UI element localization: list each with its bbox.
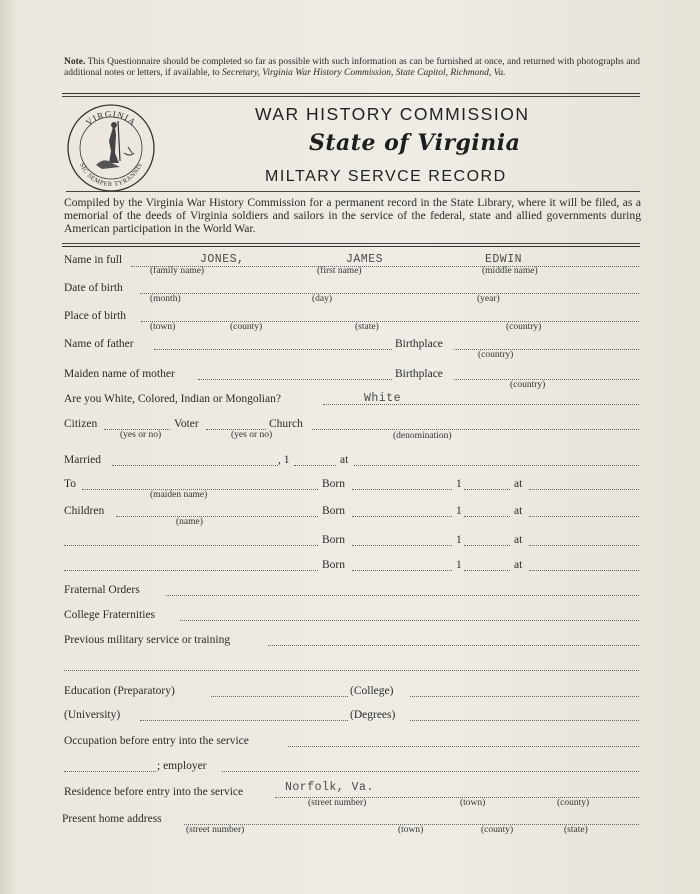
sub-maiden-name: (maiden name) [150,490,208,500]
sub-voter-yes-no: (yes or no) [231,430,273,440]
label-education-prep: Education (Preparatory) [64,685,175,697]
education-prep-line [211,696,348,697]
label-child3-born: Born [322,559,345,571]
sub-middle-name: (middle name) [482,266,538,276]
dob-line [140,293,639,294]
previous-service-line-1 [268,645,639,646]
child1-at-line [529,516,639,517]
sub-mother-country: (country) [510,380,546,390]
sub-home-state: (state) [564,825,588,835]
value-family-name[interactable]: JONES, [200,253,245,266]
note-paragraph [64,57,640,79]
label-child2-year: 1 [456,534,462,546]
label-children: Children [64,505,105,517]
fraternal-line [166,595,639,596]
child3-at-line [529,570,639,571]
header-commission: WAR HISTORY COMMISSION [255,104,530,124]
label-fraternal-orders: Fraternal Orders [64,584,140,596]
value-residence[interactable]: Norfolk, Va. [285,781,374,794]
label-to: To [64,478,76,490]
sub-home-county: (county) [481,825,514,835]
value-first-name[interactable]: JAMES [346,253,384,266]
label-child1-born: Born [322,505,345,517]
label-place-of-birth: Place of birth [64,310,126,322]
label-mother-birthplace: Birthplace [395,368,443,380]
label-child2-at: at [514,534,523,546]
spouse-year-line [464,489,510,490]
sub-pob-county: (county) [230,322,263,332]
sub-residence-town: (town) [460,798,486,808]
label-name-in-full: Name in full [64,254,123,266]
mother-birthplace-line [454,379,639,380]
sub-home-town: (town) [398,825,424,835]
intro-rule-thick [62,246,640,247]
value-race[interactable]: White [364,392,402,405]
name-line [131,266,639,267]
occupation-line-2 [64,771,156,772]
label-spouse-at: at [514,478,523,490]
married-line [112,465,278,466]
label-college-fraternities: College Fraternities [64,609,156,621]
sub-year: (year) [477,294,500,304]
intro-paragraph: Compiled by the Virginia War History Commission for a permanent record in the State Library, where it will be filed, as a memorial of the deeds of Virginia soldiers and sailors in the service of the federal, state and allied governments during American participation in the World War. [64,196,641,235]
occupation-line [288,746,639,747]
label-race-question: Are you White, Colored, Indian or Mongolian? [64,393,281,405]
note-text: This Questionnaire should be completed so far as possible with such information as can be furnished at once, and returned with photographs and additional notes or letters, if available, to [64,57,640,78]
label-child3-year: 1 [456,559,462,571]
virginia-seal-icon [66,103,156,193]
married-at-line [354,465,639,466]
label-date-of-birth: Date of birth [64,282,123,294]
fraternities-line [180,620,639,621]
pob-line [141,321,639,322]
label-mother-maiden: Maiden name of mother [64,368,175,380]
label-father-birthplace: Birthplace [395,338,443,350]
label-university: (University) [64,709,121,721]
sub-day: (day) [312,294,333,304]
label-residence: Residence before entry into the service [64,786,244,798]
child2-at-line [529,545,639,546]
sub-pob-town: (town) [150,322,176,332]
label-voter: Voter [174,418,199,430]
label-spouse-born: Born [322,478,345,490]
intro-rule [62,243,640,244]
mother-line [198,379,392,380]
sub-denomination: (denomination) [393,431,452,441]
child2-born-line [352,545,452,546]
label-married-year: , 1 [278,454,290,466]
college-line [410,696,639,697]
header-bottom-rule [66,191,640,192]
label-married: Married [64,454,102,466]
employer-line [222,771,639,772]
label-spouse-year: 1 [456,478,462,490]
label-church: Church [269,418,303,430]
header-record: MILTARY SERVCE RECORD [265,168,507,185]
child2-year-line [464,545,510,546]
note-address: Secretary, Virginia War History Commission, State Capitol, Richmond, Va. [222,68,506,78]
top-rule [62,93,640,94]
child1-born-line [352,516,452,517]
label-citizen: Citizen [64,418,98,430]
married-year-line [294,465,336,466]
sub-first-name: (first name) [317,266,362,276]
university-line [140,720,348,721]
sub-child-name: (name) [176,517,203,527]
label-married-at: at [340,454,349,466]
children-line-3 [64,570,318,571]
spouse-at-line [529,489,639,490]
sub-month: (month) [150,294,181,304]
label-child1-at: at [514,505,523,517]
degrees-line [410,720,639,721]
note-lead: Note. [64,57,86,67]
church-line [312,429,639,430]
svg-text:SIC SEMPER TYRANNIS: SIC SEMPER TYRANNIS [77,162,145,189]
label-previous-service: Previous military service or training [64,634,231,646]
header-state: State of Virginia [309,130,521,156]
spouse-born-line [352,489,452,490]
sub-residence-county: (county) [557,798,590,808]
sub-pob-country: (country) [506,322,542,332]
sub-residence-street: (street number) [308,798,367,808]
sub-home-street: (street number) [186,825,245,835]
top-rule-thin [62,96,640,97]
children-line-2 [64,545,318,546]
label-degrees: (Degrees) [350,709,396,721]
sub-father-country: (country) [478,350,514,360]
label-child2-born: Born [322,534,345,546]
label-present-home: Present home address [62,813,162,825]
label-name-of-father: Name of father [64,338,134,350]
label-child1-year: 1 [456,505,462,517]
father-line [154,349,392,350]
sub-family-name: (family name) [150,266,205,276]
child1-year-line [464,516,510,517]
value-middle-name[interactable]: EDWIN [485,253,523,266]
label-employer: ; employer [157,760,207,772]
label-college: (College) [350,685,394,697]
previous-service-line-2 [64,670,639,671]
children-line-1 [116,516,318,517]
child3-born-line [352,570,452,571]
label-child3-at: at [514,559,523,571]
child3-year-line [464,570,510,571]
svg-text:VIRGINIA: VIRGINIA [83,108,139,128]
sub-citizen-yes-no: (yes or no) [120,430,162,440]
sub-pob-state: (state) [355,322,379,332]
label-occupation: Occupation before entry into the service [64,735,249,747]
